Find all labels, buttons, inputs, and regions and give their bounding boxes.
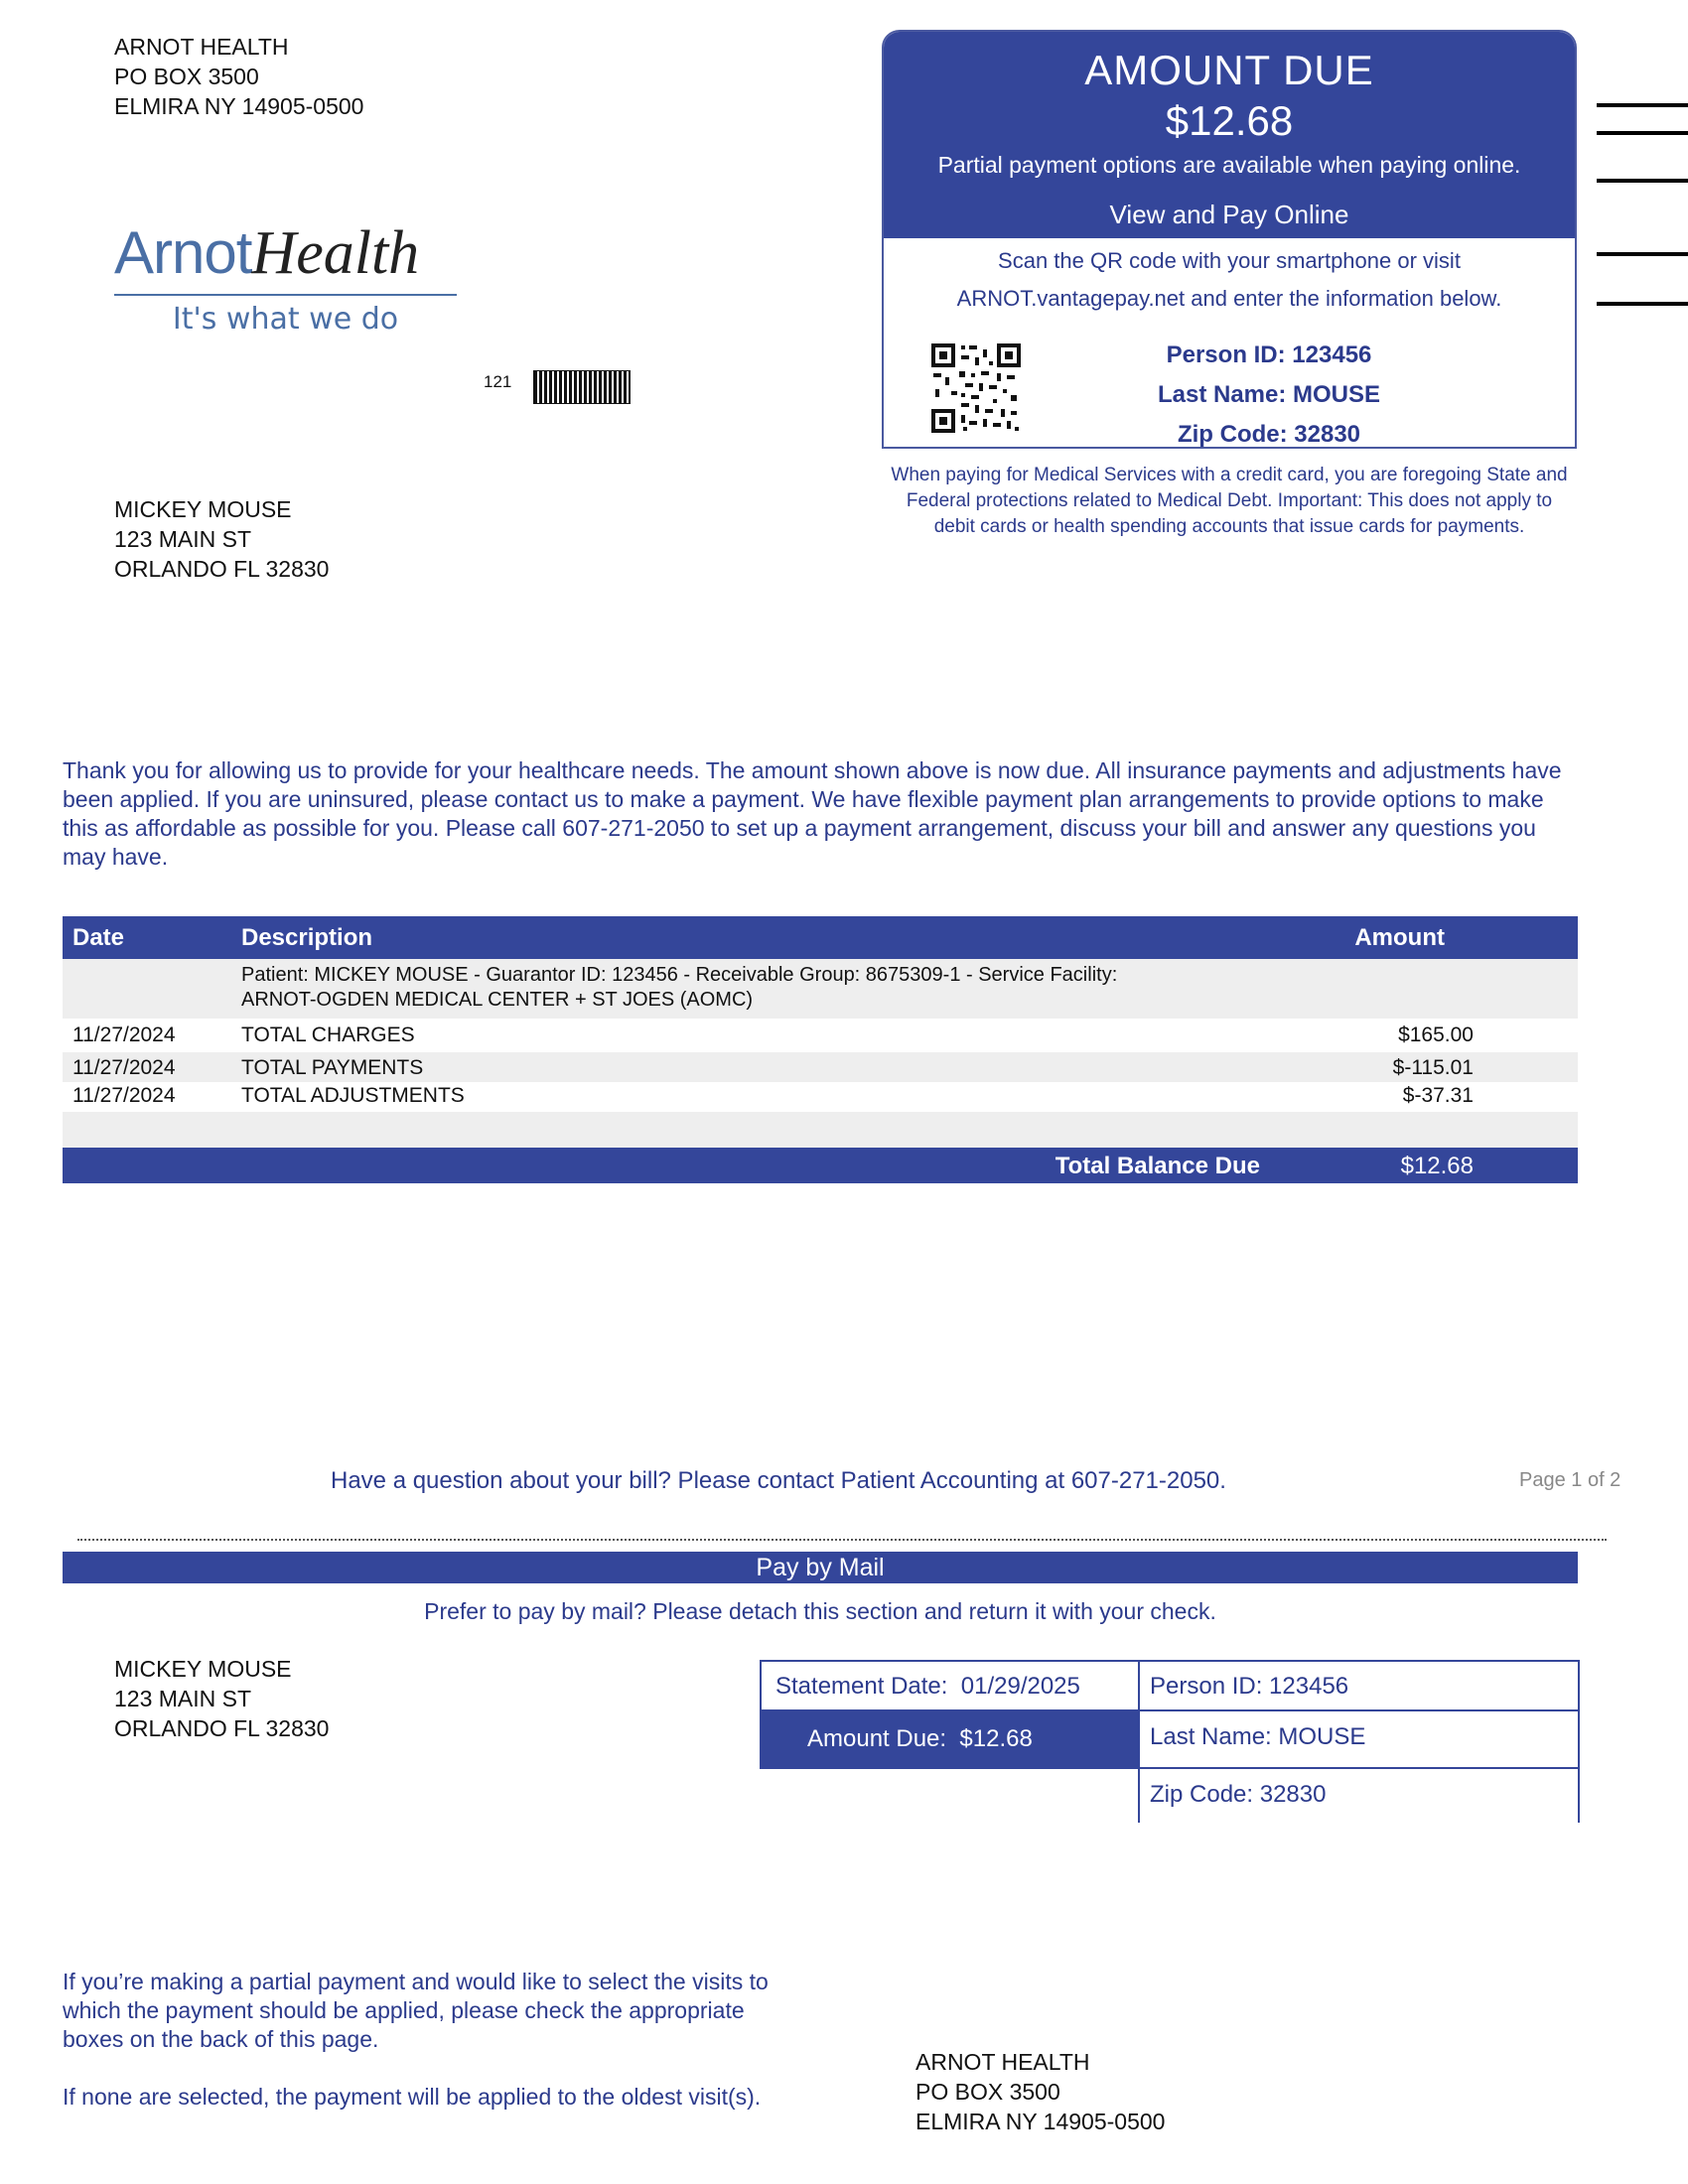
sender-line: ELMIRA NY 14905-0500 <box>114 93 364 119</box>
recipient-line: MICKEY MOUSE <box>114 496 292 522</box>
payment-url[interactable]: ARNOT.vantagepay.net and enter the information below. <box>956 286 1502 311</box>
partial-payment-text: If you’re making a partial payment and would like to select the visits to which the payment should be applied, please check the appropriate boxes on the back of this page. <box>63 1969 769 2052</box>
edge-mark <box>1597 252 1688 256</box>
partial-payment-note: Partial payment options are available when paying online. <box>937 152 1521 178</box>
row-description: TOTAL ADJUSTMENTS <box>241 1084 465 1107</box>
table-row <box>63 1052 1578 1082</box>
online-last-name: Last Name: MOUSE <box>1157 381 1381 408</box>
recipient-line: ORLANDO FL 32830 <box>114 556 330 582</box>
row-amount: $-115.01 <box>1392 1056 1474 1079</box>
zip-code-cell <box>1138 1767 1580 1823</box>
patient-info-row <box>63 959 1578 1019</box>
arnot-health-logo <box>114 218 457 337</box>
row-date: 11/27/2024 <box>72 1056 176 1079</box>
amount-due-title: AMOUNT DUE <box>1084 47 1374 93</box>
recipient-line: 123 MAIN ST <box>114 1686 252 1711</box>
intro-text: Thank you for allowing us to provide for your healthcare needs. The amount shown above is now due. All insurance payments and adjustments have been applied. If you are uninsured, please contact us to make a payment. We have flexible payment plan arrangements to provide options to make this as affordable as possible for you. Please call 607-271-2050 to set up a payment arrangement, discuss your bill and answer any questions you may have. <box>63 757 1562 870</box>
person-id-cell <box>1138 1660 1580 1711</box>
logo-name-part2: Health <box>251 219 420 287</box>
recipient-line: ORLANDO FL 32830 <box>114 1715 330 1741</box>
statement-date: Statement Date: 01/29/2025 <box>775 1673 1080 1700</box>
row-date: 11/27/2024 <box>72 1024 176 1046</box>
edge-mark <box>1597 131 1688 135</box>
remit-amount-due: Amount Due: $12.68 <box>807 1725 1033 1752</box>
row-amount: $165.00 <box>1398 1024 1474 1046</box>
last-name-cell <box>1138 1709 1580 1769</box>
row-date: 11/27/2024 <box>72 1084 176 1107</box>
amount-due-header <box>884 32 1575 238</box>
header-amount: Amount <box>1354 924 1445 951</box>
sender-line: PO BOX 3500 <box>114 64 259 89</box>
mail-code: 121 <box>484 372 512 391</box>
return-address <box>915 2047 1165 2136</box>
statement-table <box>63 916 1578 1183</box>
recipient-line: MICKEY MOUSE <box>114 1656 292 1682</box>
logo-name-part1: Arnot <box>114 219 252 286</box>
pay-by-mail-header <box>63 1552 1578 1583</box>
amount-due-value: $12.68 <box>1165 97 1294 144</box>
credit-card-notice: When paying for Medical Services with a credit card, you are foregoing State and Federal protections related to Medical Debt. Important: This does not apply to debit cards or health spending accounts that issue cards for payments. <box>891 465 1568 537</box>
edge-mark <box>1597 302 1688 306</box>
postal-barcode <box>533 370 631 404</box>
header-date: Date <box>72 924 125 951</box>
return-line: ELMIRA NY 14905-0500 <box>915 2109 1166 2134</box>
total-balance-row <box>63 1148 1578 1183</box>
row-description: TOTAL CHARGES <box>241 1024 415 1046</box>
view-pay-online-link[interactable]: View and Pay Online <box>1109 200 1349 229</box>
table-row <box>63 1019 1578 1052</box>
return-line: PO BOX 3500 <box>915 2079 1060 2105</box>
table-spacer-row <box>63 1112 1578 1148</box>
recipient-line: 123 MAIN ST <box>114 526 252 552</box>
amount-due-box <box>882 30 1577 449</box>
logo-divider <box>114 294 457 296</box>
table-row <box>63 1082 1578 1112</box>
patient-info-line: Patient: MICKEY MOUSE - Guarantor ID: 123456 - Receivable Group: 8675309-1 - Service Facility: <box>241 964 1118 986</box>
remittance-info-box <box>760 1660 1580 1823</box>
total-balance-label: Total Balance Due <box>1055 1153 1260 1179</box>
return-line: ARNOT HEALTH <box>915 2049 1090 2075</box>
remit-person-id: Person ID: 123456 <box>1150 1673 1349 1700</box>
edge-mark <box>1597 103 1688 107</box>
remit-recipient-address <box>114 1654 329 1743</box>
online-zip-code: Zip Code: 32830 <box>1177 421 1361 448</box>
sender-address <box>114 32 363 121</box>
patient-info-line: ARNOT-OGDEN MEDICAL CENTER + ST JOES (AOMC) <box>241 989 754 1011</box>
logo-tagline: It's what we do <box>172 302 399 337</box>
total-balance-amount: $12.68 <box>1400 1153 1474 1179</box>
sender-line: ARNOT HEALTH <box>114 34 289 60</box>
amount-due-cell <box>760 1711 1140 1769</box>
oldest-visit-text: If none are selected, the payment will be applied to the oldest visit(s). <box>63 2084 762 2110</box>
scan-instruction: Scan the QR code with your smartphone or visit <box>998 248 1461 273</box>
row-description: TOTAL PAYMENTS <box>241 1056 424 1079</box>
page-number: Page 1 of 2 <box>1519 1469 1621 1491</box>
online-info <box>884 238 1575 449</box>
row-amount: $-37.31 <box>1402 1084 1474 1107</box>
table-header <box>63 916 1578 959</box>
pay-by-mail-title: Pay by Mail <box>756 1554 885 1581</box>
statement-date-cell <box>760 1660 1140 1711</box>
header-description: Description <box>241 924 373 951</box>
edge-mark <box>1597 179 1688 183</box>
recipient-address <box>114 494 329 584</box>
online-person-id: Person ID: 123456 <box>1166 341 1372 368</box>
remit-zip-code: Zip Code: 32830 <box>1150 1781 1327 1808</box>
detach-line <box>77 1539 1607 1541</box>
question-text: Have a question about your bill? Please contact Patient Accounting at 607-271-2050. <box>331 1467 1226 1494</box>
pay-by-mail-subtitle: Prefer to pay by mail? Please detach this section and return it with your check. <box>424 1598 1216 1624</box>
qr-code[interactable] <box>931 343 1021 433</box>
remit-last-name: Last Name: MOUSE <box>1150 1723 1366 1750</box>
